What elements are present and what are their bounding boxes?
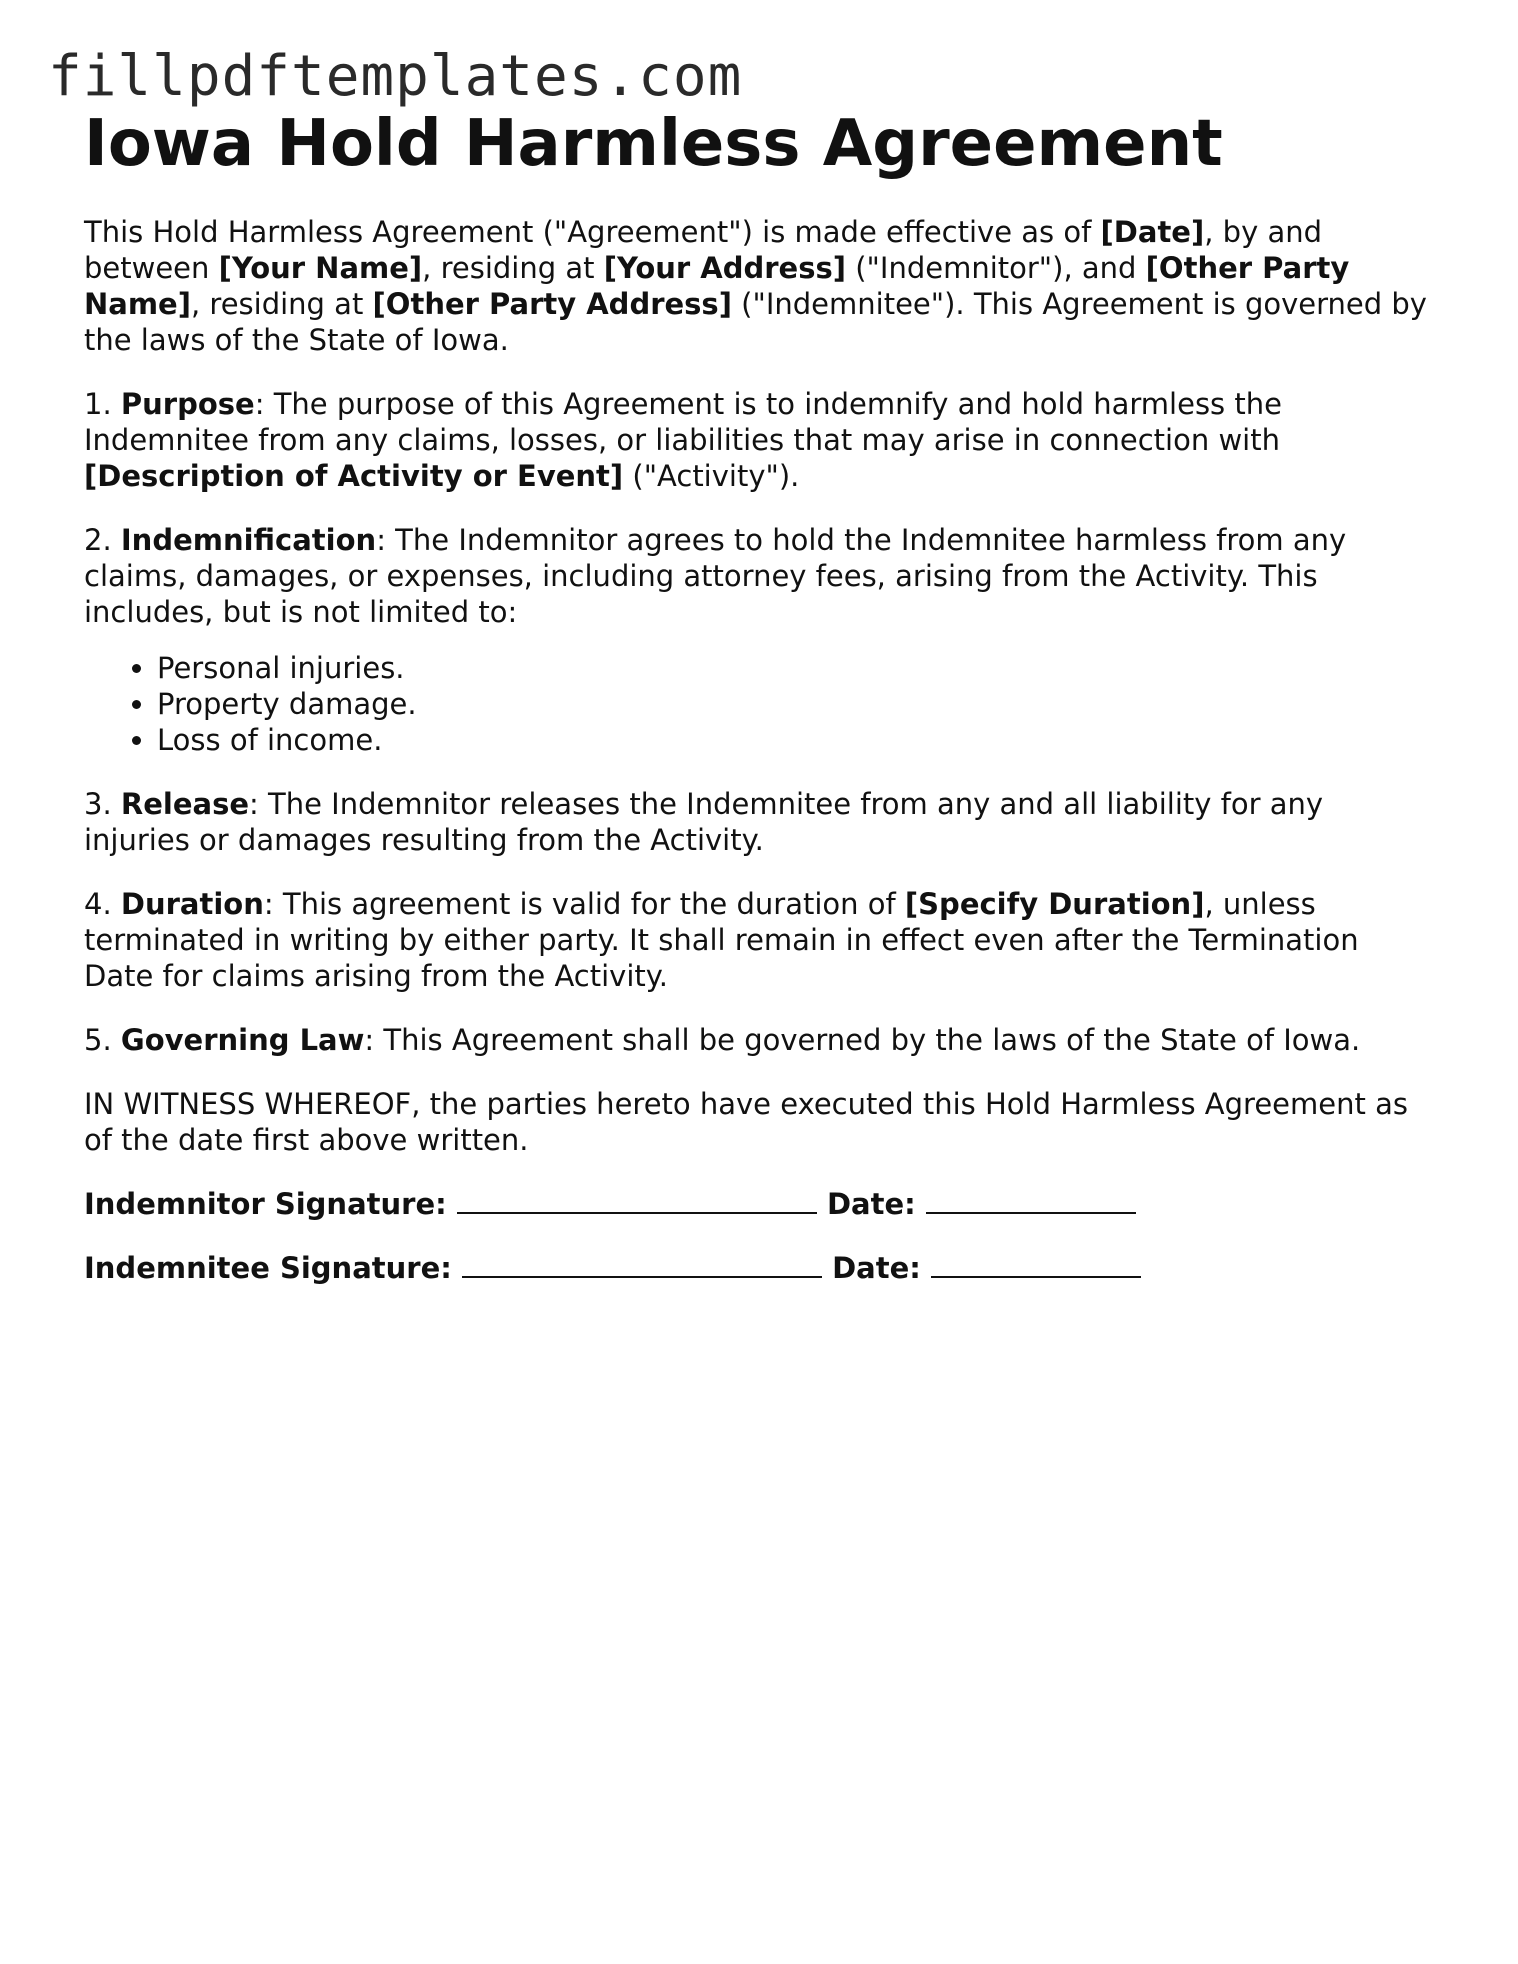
section-heading: Purpose <box>120 387 255 421</box>
intro-text: , residing at <box>422 251 604 285</box>
date-label: Date: <box>832 1251 921 1285</box>
witness-paragraph: IN WITNESS WHEREOF, the parties hereto have executed this Hold Harmless Agreement as of the date first above written. <box>84 1087 1408 1157</box>
indemnitee-date-field[interactable] <box>931 1250 1141 1278</box>
document <box>84 104 1434 1314</box>
signature-label: Indemnitor Signature: <box>84 1187 447 1221</box>
list-item: • Personal injuries. <box>157 650 1434 686</box>
section-number: 2. <box>84 523 121 557</box>
activity-placeholder: [Description of Activity or Event] <box>84 459 624 493</box>
intro-text: This Hold Harmless Agreement ("Agreement") is made effective as of <box>84 215 1101 249</box>
section-release <box>84 786 1434 858</box>
date-label: Date: <box>826 1187 916 1221</box>
section-number: 5. <box>84 1023 121 1057</box>
section-duration <box>84 886 1434 994</box>
section-number: 4. <box>84 887 121 921</box>
indemnitor-date-field[interactable] <box>926 1186 1136 1214</box>
section-heading: Release <box>120 787 249 821</box>
intro-text: , residing at <box>190 287 373 321</box>
section-text: : This Agreement shall be governed by the laws of the State of Iowa. <box>364 1023 1361 1057</box>
section-text: : The Indemnitor releases the Indemnitee from any and all liability for any injuries or damages resulting from the Activity. <box>84 787 1324 857</box>
other-party-address-placeholder: [Other Party Address] <box>372 287 732 321</box>
agreement-body <box>84 214 1434 1286</box>
section-purpose <box>84 386 1434 494</box>
section-text: : The Indemnitor agrees to hold the Indemnitee harmless from any claims, damages, or expenses, including attorney fees, arising from the Activity. This includes, but is not limited to: <box>84 523 1347 629</box>
section-number: 3. <box>84 787 121 821</box>
intro-text: , by and between <box>84 215 1323 285</box>
section-heading: Duration <box>120 887 264 921</box>
indemnitor-signature-field[interactable] <box>457 1186 817 1214</box>
date-placeholder: [Date] <box>1100 215 1205 249</box>
section-heading: Indemnification <box>120 523 377 557</box>
section-heading: Governing Law <box>120 1023 365 1057</box>
list-item: • Property damage. <box>157 686 1434 722</box>
section-text: : The purpose of this Agreement is to indemnify and hold harmless the Indemnitee from any claims, losses, or liabilities that may arise in connection with <box>84 387 1282 457</box>
indemnitee-signature-row <box>84 1250 1434 1286</box>
indemnitor-signature-row <box>84 1186 1434 1222</box>
indemnitee-signature-field[interactable] <box>462 1250 822 1278</box>
section-text: : This agreement is valid for the duration of <box>263 887 905 921</box>
intro-paragraph <box>84 214 1434 358</box>
section-governing-law <box>84 1022 1434 1058</box>
section-number: 1. <box>84 387 121 421</box>
your-name-placeholder: [Your Name] <box>218 251 423 285</box>
page-title: Iowa Hold Harmless Agreement <box>84 107 1223 181</box>
includes-list <box>84 650 1434 758</box>
list-item: • Loss of income. <box>157 722 1434 758</box>
intro-text: ("Indemnitee"). This Agreement is governed by the laws of the State of Iowa. <box>84 287 1427 357</box>
signature-label: Indemnitee Signature: <box>84 1251 452 1285</box>
your-address-placeholder: [Your Address] <box>603 251 847 285</box>
section-indemnification <box>84 522 1434 630</box>
duration-placeholder: [Specify Duration] <box>904 887 1205 921</box>
section-text: , unless terminated in writing by either party. It shall remain in effect even after the Termination Date for claims arising from the Activity. <box>84 887 1359 993</box>
site-watermark: fillpdftemplates.com <box>48 44 743 109</box>
other-party-name-placeholder: [Other Party Name] <box>84 251 1350 321</box>
intro-text: ("Indemnitor"), and <box>846 251 1146 285</box>
section-text: ("Activity"). <box>623 459 800 493</box>
